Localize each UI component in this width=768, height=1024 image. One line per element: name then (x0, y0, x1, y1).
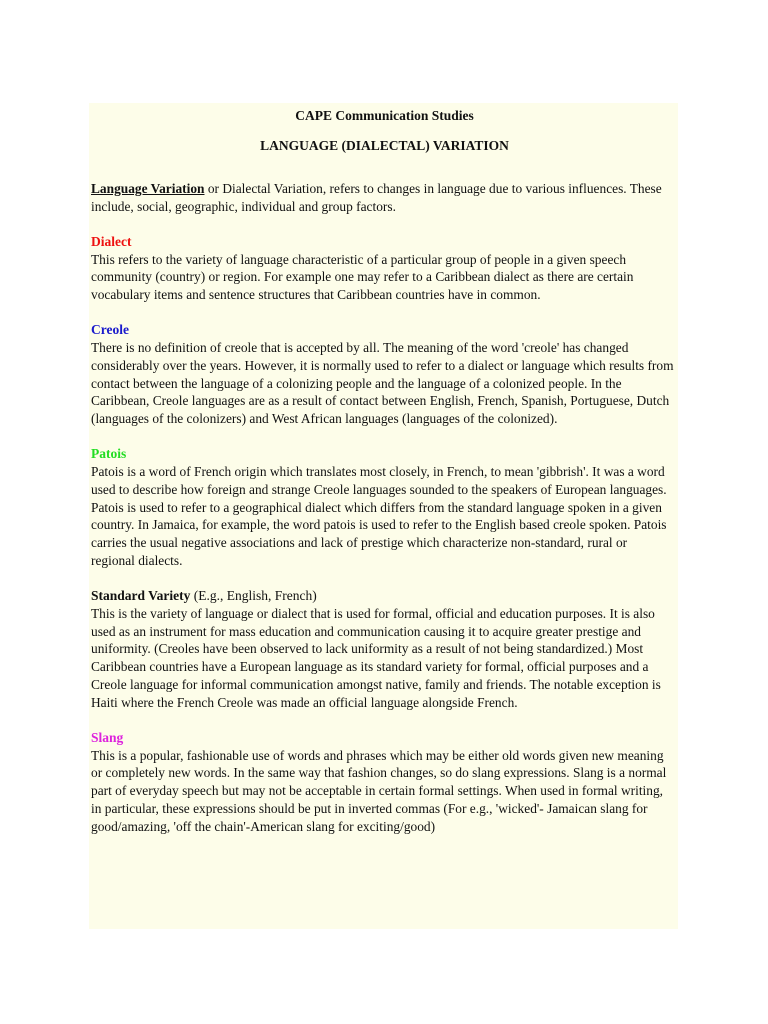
intro-text: or Dialectal Variation, refers to changes in language due to various influences. These include, social, geographic, individual and group factors. (91, 181, 662, 214)
heading-standard-variety (91, 587, 678, 605)
body-standard-variety: This is the variety of language or dialect that is used for formal, official and education purposes. It is also used as an instrument for mass education and communication causing it to acquire greater prestige and uniformity. (Creoles have been observed to lack uniformity as a result of not being standardized.) Most Caribbean countries have a European language as its standard variety for formal, official purposes and a Creole language for informal communication amongst native, family and friends. The notable exception is Haiti where the French Creole was made an official language alongside French. (91, 605, 661, 710)
heading-slang: Slang (91, 729, 124, 745)
document-title: CAPE Communication Studies (295, 108, 474, 123)
body-slang: This is a popular, fashionable use of words and phrases which may be either old words given new meaning or completely new words. In the same way that fashion changes, so do slang expressions. Slang is a normal part of everyday speech but may not be acceptable in certain formal settings. When used in formal writing, in particular, these expressions should be put in inverted commas (For e.g., 'wicked'- Jamaican slang for good/amazing, 'off the chain'-American slang for exciting/good) (91, 747, 667, 834)
document-subtitle: LANGUAGE (DIALECTAL) VARIATION (260, 138, 509, 153)
heading-dialect: Dialect (91, 233, 132, 249)
intro-paragraph (91, 180, 678, 216)
heading-standard-variety-examples: (E.g., English, French) (190, 587, 317, 603)
heading-patois: Patois (91, 445, 127, 461)
body-dialect: This refers to the variety of language characteristic of a particular group of people in a given speech community (country) or region. For example one may refer to a Caribbean dialect as there are certain vocabulary items and sentence structures that Caribbean countries have in common. (91, 251, 634, 303)
body-patois: Patois is a word of French origin which translates most closely, in French, to mean 'gibbrish'. It was a word used to describe how foreign and strange Creole languages sounded to the speakers of European languages. Patois is used to refer to a geographical dialect which differs from the standard language spoken in a given country. In Jamaica, for example, the word patois is used to refer to the English based creole spoken. Patois carries the usual negative associations and lack of prestige which characterize non-standard, rural or regional dialects. (91, 463, 667, 568)
heading-standard-variety-label: Standard Variety (91, 587, 191, 603)
heading-creole: Creole (91, 321, 129, 337)
body-creole: There is no definition of creole that is accepted by all. The meaning of the word 'creole' has changed considerably over the years. However, it is normally used to refer to a dialect or language which results from contact between the language of a colonizing people and the language of a colonized people. In the Caribbean, Creole languages are as a result of contact between English, French, Spanish, Portuguese, Dutch (languages of the colonizers) and West African languages (languages of the colonized). (91, 339, 674, 427)
document-page (89, 103, 678, 929)
intro-term: Language Variation (91, 181, 205, 196)
